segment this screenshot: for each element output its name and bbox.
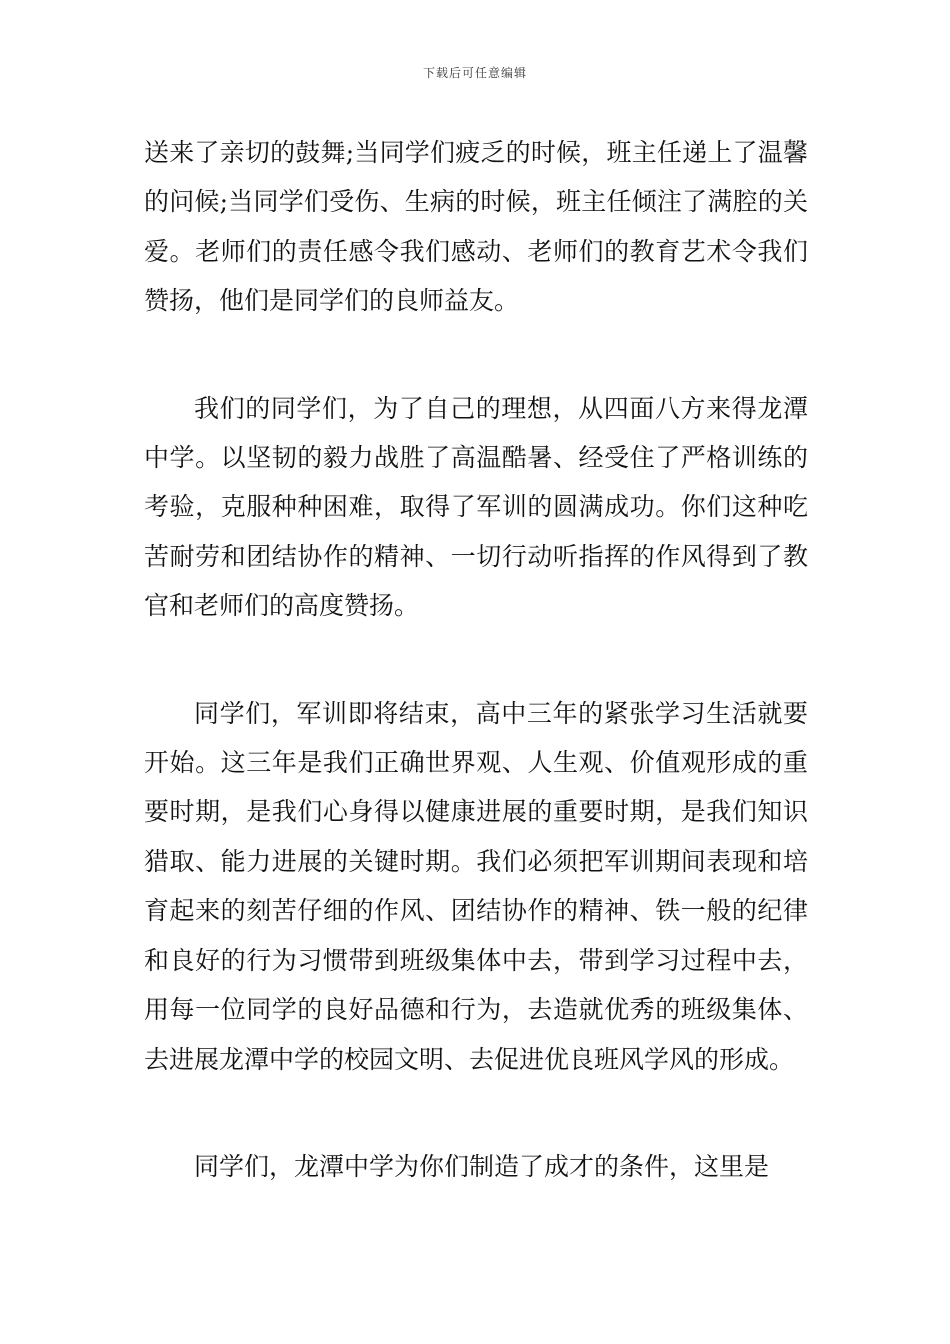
header-note: 下载后可任意编辑 <box>422 66 527 80</box>
document-body <box>144 128 808 1249</box>
paragraph-4: 同学们，龙潭中学为你们制造了成才的条件，这里是 <box>194 1151 770 1181</box>
paragraph-3: 同学们，军训即将结束，高中三年的紧张学习生活就要开始。这三年是我们正确世界观、人生观、价值观形成的重要时期，是我们心身得以健康进展的重要时期，是我们知识猎取、能力进展的关键时期。我们必须把军训期间表现和培育起来的刻苦仔细的作风、团结协作的精神、铁一般的纪律和良好的行为习惯带到班级集体中去，带到学习过程中去，用每一位同学的良好品德和行为，去造就优秀的班级集体、去进展龙潭中学的校园文明、去促进优良班风学风的形成。 <box>144 698 808 1074</box>
paragraph-2: 我们的同学们，为了自己的理想，从四面八方来得龙潭中学。以坚韧的毅力战胜了高温酷暑、经受住了严格训练的考验，克服种种困难，取得了军训的圆满成功。你们这种吃苦耐劳和团结协作的精神、一切行动听指挥的作风得到了教官和老师们的高度赞扬。 <box>144 393 808 621</box>
paragraph-1: 送来了亲切的鼓舞;当同学们疲乏的时候，班主任递上了温馨的问候;当同学们受伤、生病的时候，班主任倾注了满腔的关爱。老师们的责任感令我们感动、老师们的教育艺术令我们赞扬，他们是同学们的良师益友。 <box>144 138 808 316</box>
